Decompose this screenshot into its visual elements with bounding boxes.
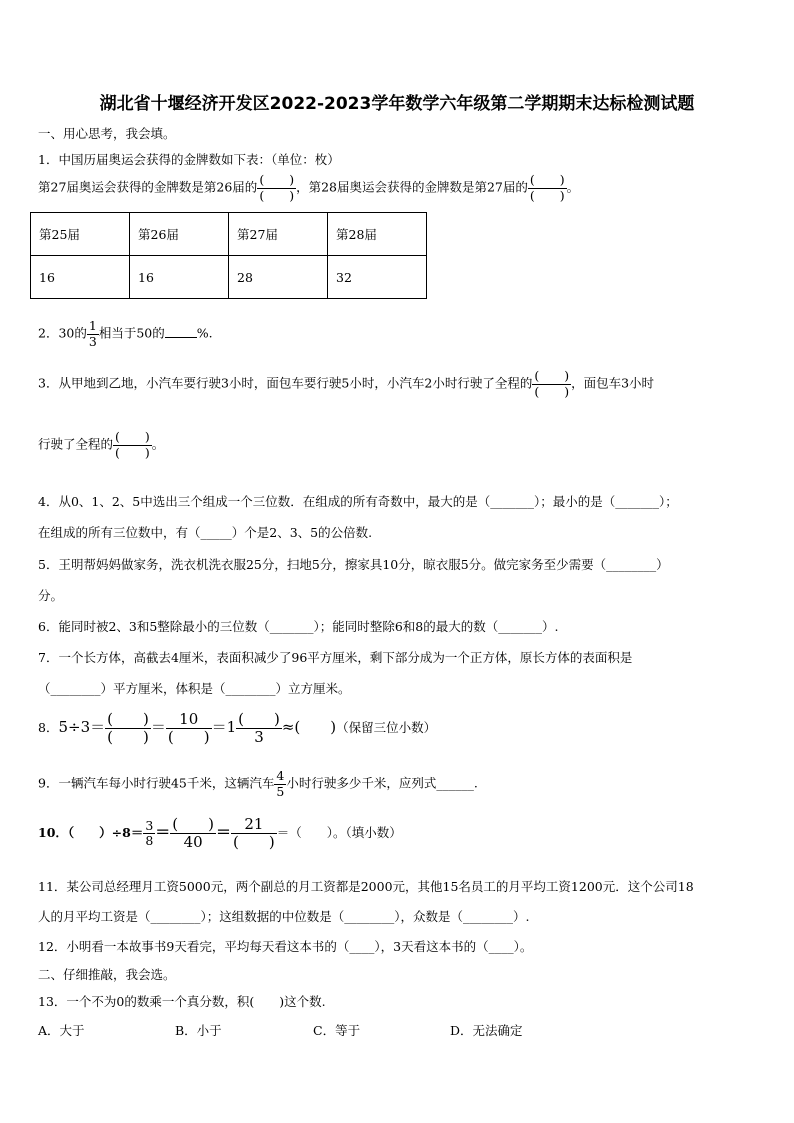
option-d: D．无法确定 — [450, 1023, 523, 1038]
q10-fraction-1: $\frac{3}{8}$ — [145, 817, 154, 848]
q2-blank — [165, 337, 197, 338]
table-header-row — [31, 213, 427, 256]
option-c: C．等于 — [313, 1023, 361, 1038]
question-5-line2: 分。 — [38, 588, 64, 603]
question-12: 12．小明看一本故事书9天看完，平均每天看这本书的（____），3天看这本书的（____）。 — [38, 939, 533, 954]
question-11-line2: 人的月平均工资是（________）；这组数据的中位数是（________），众数是（________）. — [38, 909, 530, 924]
question-3-line1: 3．从甲地到乙地，小汽车要行驶3小时，面包车要行驶5小时，小汽车2小时行驶了全程的 $\frac{( )}{( )}$ ，面包车3小时 — [38, 368, 655, 399]
question-4-line1: 4．从0、1、2、5中选出三个组成一个三位数．在组成的所有奇数中，最大的是（_______）；最小的是（_______）； — [38, 494, 678, 509]
question-11-line1: 11．某公司总经理月工资5000元，两个副总的月工资都是2000元，其他15名员工的月平均工资1200元．这个公司18 — [38, 879, 694, 894]
question-13-text: 13．一个不为0的数乘一个真分数，积( )这个数. — [38, 994, 326, 1009]
page-title: 湖北省十堰经济开发区2022-2023学年数学六年级第二学期期末达标检测试题 — [99, 94, 695, 114]
table-cell: 28 — [229, 256, 328, 299]
q1-line2c: 。 — [566, 179, 580, 195]
medal-table — [30, 212, 427, 299]
option-a: A．大于 — [38, 1023, 85, 1038]
q8-fraction-1: $\frac{( )}{( )}$ — [107, 710, 149, 746]
table-cell: 16 — [130, 256, 229, 299]
q10-fraction-3: $\frac{21}{( )}$ — [233, 815, 275, 851]
question-6: 6．能同时被2、3和5整除最小的三位数（_______）；能同时整除6和8的最大的数（_______）. — [38, 619, 559, 634]
question-10: 10．（ ）÷8＝ $\frac{3}{8}$ ＝ $\frac{( )}{40}$ ＝ $\frac{21}{( )}$ ＝（ ）。（填小数） — [38, 815, 402, 851]
q10-fraction-2: $\frac{( )}{40}$ — [172, 815, 215, 851]
table-cell: 16 — [31, 256, 130, 299]
q3-fraction-2: $\frac{( )}{( )}$ — [115, 429, 150, 460]
q1-line2a: 第27届奥运会获得的金牌数是第26届的 — [38, 179, 258, 195]
option-b: B．小于 — [175, 1023, 222, 1038]
question-8: 8．5÷3＝ $\frac{( )}{( )}$ ＝ $\frac{10}{( )}$ ＝1 $\frac{( )}{3}$ ≈( )（保留三位小数） — [38, 710, 437, 746]
question-7-line2: （________）平方厘米，体积是（________）立方厘米。 — [38, 681, 351, 696]
q9-fraction: $\frac{4}{5}$ — [276, 768, 285, 799]
section-2-heading: 二、仔细推敲，我会选。 — [38, 967, 176, 982]
table-header-cell: 第28届 — [328, 213, 427, 256]
question-5-line1: 5．王明帮妈妈做家务，洗衣机洗衣服25分，扫地5分，擦家具10分，晾衣服5分。做完家务至少需要（________） — [38, 557, 669, 572]
q2-fraction: $\frac{1}{3}$ — [88, 318, 97, 349]
question-9: 9．一辆汽车每小时行驶45千米，这辆汽车 $\frac{4}{5}$ 小时行驶多少千米，应列式______. — [38, 768, 478, 799]
table-cell: 32 — [328, 256, 427, 299]
q1-fraction-1: $\frac{( )}{( )}$ — [259, 172, 295, 203]
question-3-line2: 行驶了全程的 $\frac{( )}{( )}$ 。 — [38, 429, 165, 460]
question-1-line2 — [38, 174, 579, 202]
q3-fraction-1: $\frac{( )}{( )}$ — [534, 368, 570, 399]
question-1-text: 1．中国历届奥运会获得的金牌数如下表：（单位：枚） — [38, 152, 340, 167]
question-7-line1: 7．一个长方体，高截去4厘米，表面积减少了96平方厘米，剩下部分成为一个正方体，原长方体的表面积是 — [38, 650, 633, 665]
table-header-cell: 第27届 — [229, 213, 328, 256]
q1-line2b: ，第28届奥运会获得的金牌数是第27届的 — [296, 179, 528, 195]
q8-fraction-2: $\frac{10}{( )}$ — [167, 710, 210, 746]
q1-fraction-2: $\frac{( )}{( )}$ — [529, 172, 565, 203]
table-header-cell: 第26届 — [130, 213, 229, 256]
question-2: 2．30的 $\frac{1}{3}$ 相当于50的 %. — [38, 318, 213, 349]
table-row — [31, 256, 427, 299]
table-header-cell: 第25届 — [31, 213, 130, 256]
section-1-heading: 一、用心思考，我会填。 — [38, 126, 176, 141]
question-4-line2: 在组成的所有三位数中，有（_____）个是2、3、5的公倍数. — [38, 525, 373, 540]
q8-fraction-3: $\frac{( )}{3}$ — [238, 710, 280, 746]
